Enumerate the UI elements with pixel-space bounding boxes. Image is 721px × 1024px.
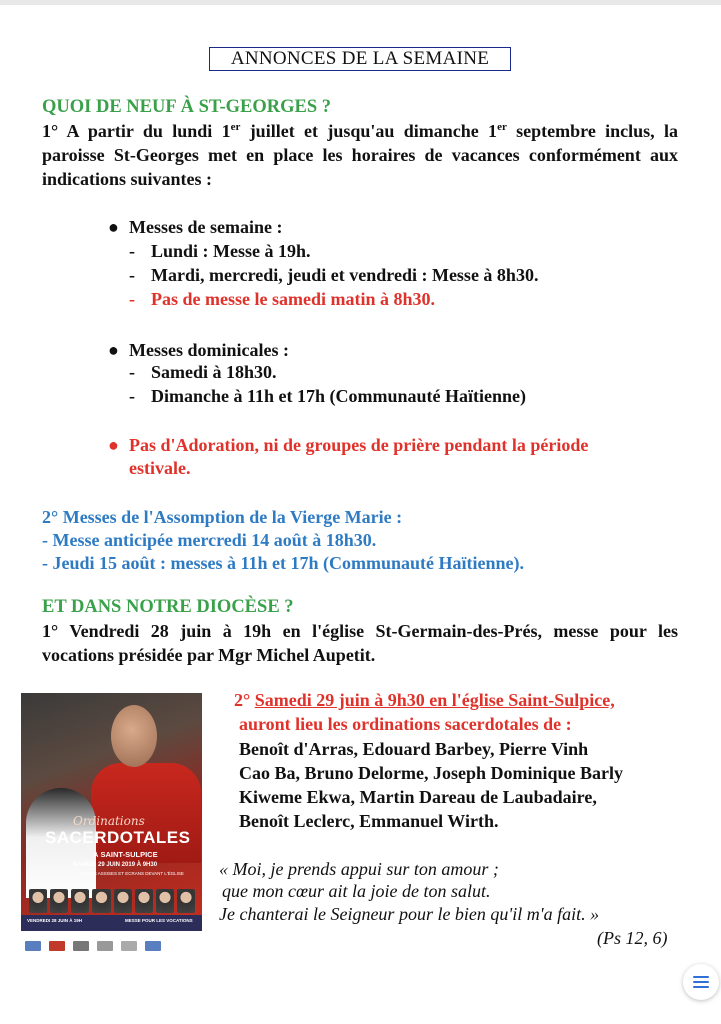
poster-portraits-row bbox=[29, 889, 195, 913]
psalm-quote-line: que mon cœur ait la joie de ton salut. bbox=[222, 881, 491, 901]
psalm-quote-line: « Moi, je prends appui sur ton amour ; bbox=[219, 859, 499, 879]
intro-text-b: juillet et jusqu'au dimanche 1 bbox=[240, 121, 498, 141]
intro-sup-2: er bbox=[497, 121, 507, 133]
bullet-icon: ● bbox=[108, 435, 119, 455]
bullet-icon: ● bbox=[108, 217, 119, 237]
weekday-item: - Lundi : Messe à 19h. bbox=[129, 241, 311, 261]
ordinand-names-line: Cao Ba, Bruno Delorme, Joseph Dominique Barly bbox=[239, 763, 624, 783]
page-title: ANNONCES DE LA SEMAINE bbox=[209, 47, 511, 71]
poster-ordinations-text: Ordinations bbox=[73, 814, 145, 828]
sunday-item: - Dimanche à 11h et 17h (Communauté Haïtienne) bbox=[129, 386, 526, 406]
assumption-line: - Messe anticipée mercredi 14 août à 18h30. bbox=[42, 530, 377, 550]
poster-bar-left-text: VENDREDI 28 JUIN À 19H bbox=[27, 918, 83, 923]
section-heading-st-georges: QUOI DE NEUF À ST-GEORGES ? bbox=[42, 97, 332, 117]
poster-bar-right-text: MESSE POUR LES VOCATIONS bbox=[125, 918, 193, 923]
ordinations-date-link: Samedi 29 juin à 9h30 en l'église Saint-Sulpice, bbox=[254, 690, 615, 710]
psalm-reference: (Ps 12, 6) bbox=[597, 928, 668, 948]
weekday-item: - Mardi, mercredi, jeudi et vendredi : Messe à 8h30. bbox=[129, 265, 539, 285]
assumption-heading: 2° Messes de l'Assomption de la Vierge Marie : bbox=[42, 507, 403, 527]
bullet-icon: ● bbox=[108, 340, 119, 360]
ordinand-names-line: Benoît d'Arras, Edouard Barbey, Pierre Vinh bbox=[239, 739, 589, 759]
adoration-notice-line1: Pas d'Adoration, ni de groupes de prière pendant la période bbox=[129, 435, 589, 455]
menu-button[interactable] bbox=[683, 964, 719, 1000]
ordinations-line1: 2° Samedi 29 juin à 9h30 en l'église Saint-Sulpice, bbox=[234, 690, 615, 710]
vocations-mass-paragraph: 1° Vendredi 28 juin à 19h en l'église St-Germain-des-Prés, messe pour les vocations présidée par Mgr Michel Aupetit. bbox=[42, 621, 678, 665]
poster-bottom-bar bbox=[21, 915, 202, 931]
hamburger-menu-icon bbox=[693, 975, 709, 989]
sunday-item: - Samedi à 18h30. bbox=[129, 362, 277, 382]
poster-logos-row bbox=[21, 936, 206, 956]
ordinations-poster-image bbox=[21, 693, 202, 958]
poster-sacerdotales-text: SACERDOTALES bbox=[45, 828, 191, 847]
intro-paragraph bbox=[42, 119, 678, 191]
poster-date-sub-text: PLACES ASSISES ET ECRANS DEVANT L'ÉGLISE bbox=[79, 871, 184, 876]
section-heading-diocese: ET DANS NOTRE DIOCÈSE ? bbox=[42, 597, 294, 617]
weekday-item-no-saturday: - Pas de messe le samedi matin à 8h30. bbox=[129, 289, 435, 309]
sunday-heading: Messes dominicales : bbox=[129, 340, 289, 360]
poster-photo bbox=[21, 693, 202, 931]
ordinations-line2: auront lieu les ordinations sacerdotales de : bbox=[239, 714, 572, 734]
poster-face-shape bbox=[111, 705, 157, 767]
poster-date-text: SAMEDI 29 JUIN 2019 À 9H30 bbox=[73, 862, 158, 868]
intro-sup-1: er bbox=[230, 121, 241, 133]
poster-robe-shape bbox=[91, 763, 201, 863]
intro-text-a: 1° A partir du lundi 1 bbox=[42, 121, 231, 141]
assumption-line: - Jeudi 15 août : messes à 11h et 17h (Communauté Haïtienne). bbox=[42, 553, 524, 573]
ordinand-names-line: Benoît Leclerc, Emmanuel Wirth. bbox=[239, 811, 499, 831]
weekday-heading: Messes de semaine : bbox=[129, 217, 283, 237]
adoration-notice-line2: estivale. bbox=[129, 458, 191, 478]
intro-text-c: septembre inclus, la paroisse St-Georges met en place les horaires de vacances conformément aux indications suivantes : bbox=[42, 121, 678, 189]
poster-place-text: À SAINT-SULPICE bbox=[93, 850, 158, 859]
psalm-quote-line: Je chanterai le Seigneur pour le bien qu'il m'a fait. » bbox=[219, 904, 600, 924]
ordinand-names-line: Kiweme Ekwa, Martin Dareau de Laubadaire, bbox=[239, 787, 597, 807]
